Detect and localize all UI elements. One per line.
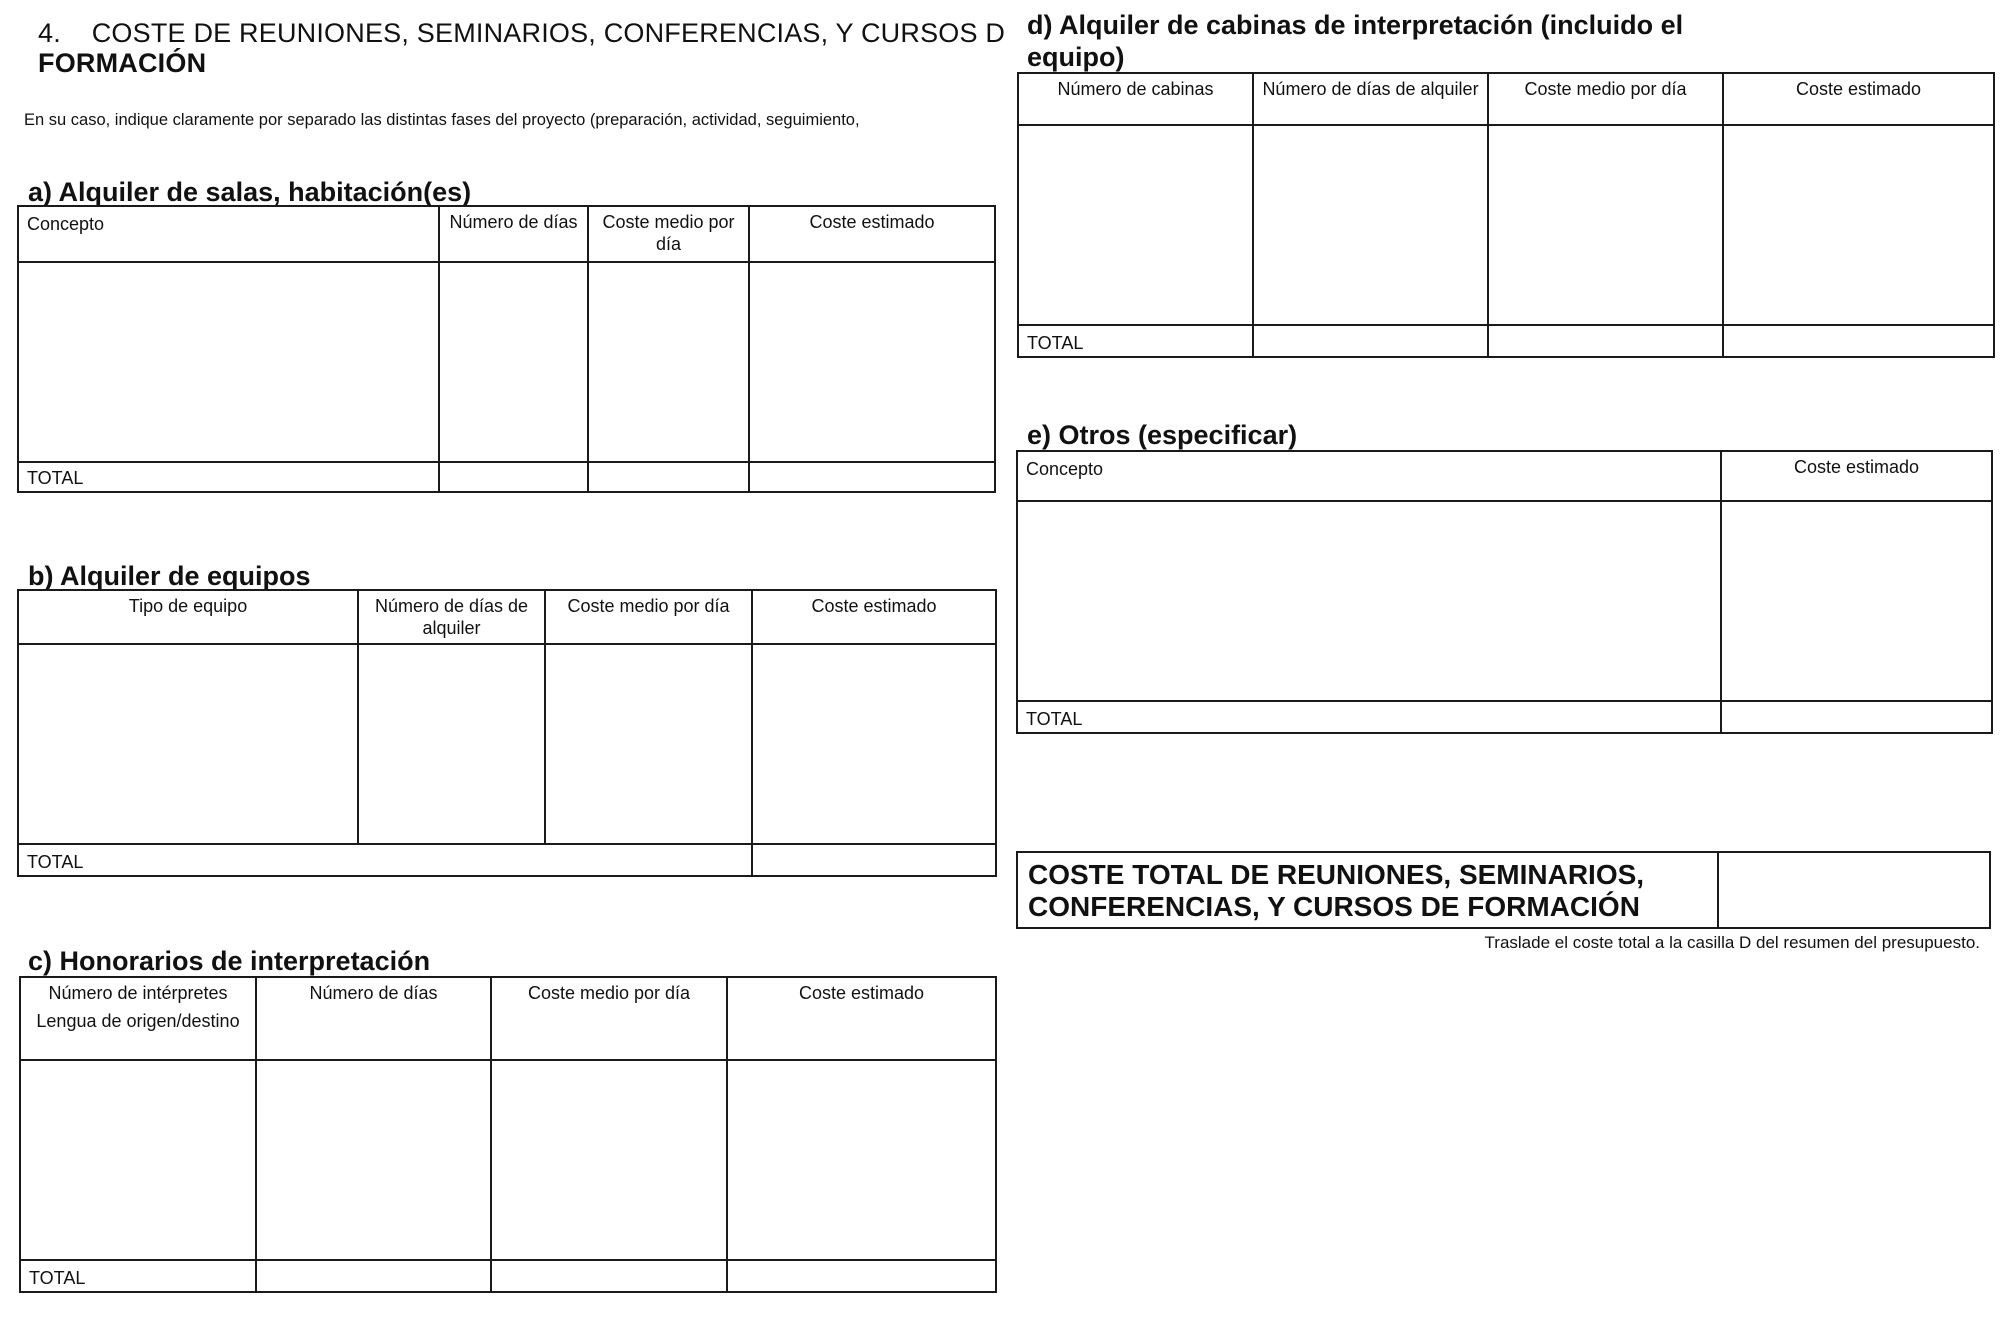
- section-d-title-line2: equipo): [1027, 42, 1125, 72]
- section-a-title: a) Alquiler de salas, habitación(es): [28, 177, 472, 207]
- total-coste-estimado[interactable]: [1723, 325, 1994, 357]
- col-header-concepto: Concepto: [18, 206, 439, 262]
- cell-concepto[interactable]: [1017, 501, 1721, 701]
- col-header-coste-estimado: Coste estimado: [1723, 73, 1994, 125]
- total-coste-estimado[interactable]: [749, 462, 995, 492]
- col-header-coste-estimado: Coste estimado: [752, 590, 996, 644]
- section-number: 4.: [38, 18, 61, 48]
- col-header-coste-estimado: Coste estimado: [749, 206, 995, 262]
- page-title: [38, 16, 1005, 50]
- col-header-coste-medio: Coste medio por día: [545, 590, 752, 644]
- section-b-title: b) Alquiler de equipos: [28, 561, 311, 591]
- total-coste-estimado[interactable]: [727, 1260, 996, 1292]
- col-header-dias: Número de días: [439, 206, 588, 262]
- cell-coste-medio[interactable]: [588, 262, 749, 462]
- total-label: TOTAL: [18, 462, 439, 492]
- col-header-cabinas: Número de cabinas: [1018, 73, 1253, 125]
- section-e-title: e) Otros (especificar): [1027, 420, 1298, 450]
- grand-total-value[interactable]: [1717, 853, 1989, 927]
- col-header-coste-medio: Coste medio por día: [491, 977, 727, 1060]
- intro-text: En su caso, indique claramente por separado las distintas fases del proyecto (preparación, actividad, seguimiento,: [24, 111, 860, 129]
- cell-dias[interactable]: [256, 1060, 491, 1260]
- cell-coste-medio[interactable]: [491, 1060, 727, 1260]
- col-header-interpretes: [20, 977, 256, 1060]
- grand-total-label-line1: COSTE TOTAL DE REUNIONES, SEMINARIOS,: [1028, 859, 1645, 890]
- table-other-costs: [1016, 450, 1993, 734]
- col-header-coste-medio: Coste medio por día: [588, 206, 749, 262]
- col-header-concepto: Concepto: [1017, 451, 1721, 501]
- table-booth-rental: [1017, 72, 1995, 358]
- cell-coste-estimado[interactable]: [752, 644, 996, 844]
- grand-total-box: [1016, 851, 1991, 929]
- total-label: TOTAL: [1018, 325, 1253, 357]
- total-dias[interactable]: [256, 1260, 491, 1292]
- col-header-interpretes-label: Número de intérpretes: [48, 983, 228, 1003]
- cell-coste-estimado[interactable]: [749, 262, 995, 462]
- col-header-coste-estimado: Coste estimado: [727, 977, 996, 1060]
- total-coste-estimado[interactable]: [752, 844, 996, 876]
- cell-dias[interactable]: [439, 262, 588, 462]
- total-label: TOTAL: [18, 844, 752, 876]
- col-header-coste-medio: Coste medio por día: [1488, 73, 1723, 125]
- table-equipment-rental: [17, 589, 997, 877]
- grand-total-note: Traslade el coste total a la casilla D del resumen del presupuesto.: [1484, 933, 1980, 952]
- total-dias[interactable]: [1253, 325, 1488, 357]
- total-label: TOTAL: [20, 1260, 256, 1292]
- total-coste-medio[interactable]: [491, 1260, 727, 1292]
- col-header-dias-alquiler: Número de días de alquiler: [358, 590, 545, 644]
- col-header-lengua: Lengua de origen/destino: [36, 1011, 240, 1031]
- cell-cabinas[interactable]: [1018, 125, 1253, 325]
- section-d-title: d) Alquiler de cabinas de interpretación (incluido el: [1027, 10, 1684, 40]
- table-room-rental: [17, 205, 996, 493]
- cell-dias-alquiler[interactable]: [1253, 125, 1488, 325]
- total-label: TOTAL: [1017, 701, 1721, 733]
- cell-tipo-equipo[interactable]: [18, 644, 358, 844]
- cell-coste-medio[interactable]: [1488, 125, 1723, 325]
- grand-total-label-line2: CONFERENCIAS, Y CURSOS DE FORMACIÓN: [1028, 891, 1640, 922]
- col-header-dias: Número de días: [256, 977, 491, 1060]
- total-dias[interactable]: [439, 462, 588, 492]
- cell-coste-estimado[interactable]: [1723, 125, 1994, 325]
- col-header-coste-estimado: Coste estimado: [1721, 451, 1992, 501]
- cell-interpretes[interactable]: [20, 1060, 256, 1260]
- col-header-tipo-equipo: Tipo de equipo: [18, 590, 358, 644]
- cell-coste-estimado[interactable]: [1721, 501, 1992, 701]
- page-title-line1: COSTE DE REUNIONES, SEMINARIOS, CONFERENCIAS, Y CURSOS D: [91, 18, 1006, 48]
- section-c-title: c) Honorarios de interpretación: [28, 946, 431, 976]
- col-header-dias-alquiler: Número de días de alquiler: [1253, 73, 1488, 125]
- cell-coste-medio[interactable]: [545, 644, 752, 844]
- cell-dias-alquiler[interactable]: [358, 644, 545, 844]
- table-interpretation-fees: [19, 976, 997, 1293]
- cell-concepto[interactable]: [18, 262, 439, 462]
- page-title-line2: FORMACIÓN: [38, 48, 207, 78]
- grand-total-label: [1028, 859, 1644, 923]
- cell-coste-estimado[interactable]: [727, 1060, 996, 1260]
- total-coste-estimado[interactable]: [1721, 701, 1992, 733]
- total-coste-medio[interactable]: [1488, 325, 1723, 357]
- total-coste-medio[interactable]: [588, 462, 749, 492]
